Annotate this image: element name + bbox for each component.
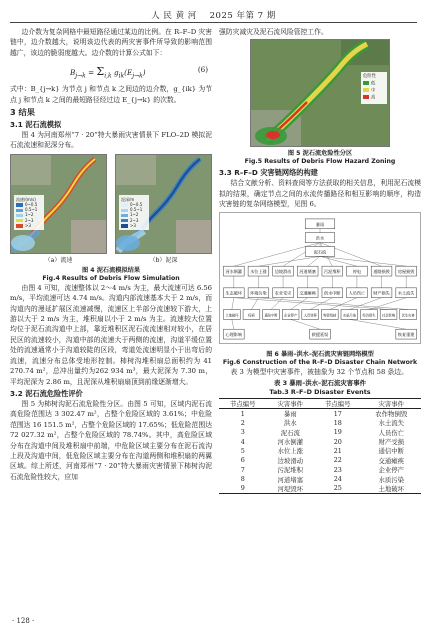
column-header: 节点编号 [219,399,267,409]
svg-text:物资短缺: 物资短缺 [323,313,337,318]
svg-text:环境污染: 环境污染 [250,290,267,296]
page-number: · 128 · [12,617,35,625]
table-cell: 24 [333,475,342,484]
table-cell: 河堤毁坏 [267,484,315,494]
svg-text:土地破坏: 土地破坏 [225,313,239,318]
disaster-events-table [219,398,421,494]
journal-name: 人 民 黄 河 [151,11,197,21]
network-node [305,246,335,256]
network-node [248,287,269,297]
network-edge [320,256,357,266]
svg-text:边坡滑动: 边坡滑动 [274,268,292,274]
table-cell: 1 [240,409,245,418]
table-cell: 2 [240,418,245,427]
svg-text:恢复重建: 恢复重建 [397,331,415,337]
left-column [10,27,212,482]
network-edge [258,256,320,266]
table-cell: 洪水 [283,419,297,428]
legend-item: 0.5~1 [16,207,42,212]
table-cell: 农作物倒毁 [375,410,408,419]
figure-5-caption-cn: 图 5 泥石流危险性分区 [287,150,353,158]
network-node [297,266,318,276]
network-edge [232,319,234,329]
table-cell: 河水倒灌 [277,438,304,446]
table-cell: 17 [333,409,342,418]
network-node [396,329,417,339]
svg-text:水土流失: 水土流失 [397,290,415,296]
section-heading-3-3: 3.3 R–F–D 灾害链网络的构建 [219,168,318,178]
table-cell: 9 [219,484,267,494]
network-node [322,287,343,297]
table-cell: 7 [240,465,245,474]
table-cell: 25 [314,484,362,494]
section-heading-3-1: 3.1 泥石流模拟 [10,120,62,130]
table-cell: 4 [240,437,245,446]
svg-text:交通瘫痪: 交通瘫痪 [299,290,316,296]
table-cell: 人员伤亡 [378,428,405,437]
legend-item: 0~0.5 [121,202,147,207]
running-header [0,9,427,21]
figure-4b [115,154,212,264]
network-node [305,219,335,229]
figure-4 [10,154,212,264]
svg-text:河道堵塞: 河道堵塞 [299,268,316,274]
legend-item: 低 [363,81,385,88]
svg-text:救援延误: 救援延误 [311,331,329,337]
legend-item: >3 [121,223,147,228]
figure-6-caption-en: Fig.6 Construction of the R–F–D Disaster Chain Network [222,358,418,366]
section-heading-3: 3 结果 [10,107,35,118]
table-row [219,437,421,446]
table-cell: 河道堵塞 [277,475,304,484]
formula-body: $B_{j\to k} = \Sigma_{i,k}$ $g_{ik}(E_{j\to k})$ [70,65,146,80]
table-cell: 20 [333,437,342,446]
network-edge [258,297,408,309]
paragraph-fig4-results: 由图 4 可知，流速整体以 2～4 m/s 为主，最大流速可达 6.56 m/s，平均流速可达 4.74 m/s。沟道内部流速基本大于 2 m/s，而沟道内的漫延扩展区流速减慢，流速区上半部分流速较下游大，上游以大于 2 m/s 为主，堆积扇以小于 2 m/s 为主。流速较大位置均位于泥石流沟道中上部，靠近堆积区泥石流流速相对较小，在居民区的流速较小，沟道中部的流速大于两侧的流速，沟道平缓位置处的流速通常小于沟道较陡的区段，弯道处流速明显小于出弯后的流速，流速分布总体受地形控制。柿树沟堆积扇总面积约为 41 270.74 m²，总冲出量约为262 934 m³，最大泥深为 7.30 m，平均泥深为 2.86 m，且泥深从堆积扇扇顶到前缘逐渐增大。 [10,283,212,386]
legend-item: >3 [16,223,42,228]
svg-text:水位上涨: 水位上涨 [250,268,267,274]
velocity-legend [14,195,44,230]
svg-text:经济损失: 经济损失 [362,313,376,318]
network-node [371,287,392,297]
network-node [396,266,417,276]
legend-item: 中 [363,88,385,95]
legend-item: 0~0.5 [16,202,42,207]
hazard-zoning-map [250,39,390,147]
table-row [219,418,421,427]
table-cell: 交通瘫痪 [378,456,405,465]
paragraph-network-build: 结合文献分析、资料查阅等方法获取的相关信息，利用泥石流模拟的结果，确定节点之间的水流传播路径和相互影响的顺序，构造灾害链的复杂网络模型，见图 6。 [219,179,421,209]
paragraph-hazard-eval: 图 5 为柿树沟泥石流危险性分区。由图 5 可知，区域内泥石流高危险范围达 3 302.47 m²，占整个危险区域的 3.61%；中危险范围达 16 151.5 m²，占整个危险区域的 17.65%；低危险范围达 72 027.32 m²，占整个危险区域的 78.74%。其中，高危险区域分布在沟道中间及堆积扇中前端，中危险区域主要分布在泥石流沟上段及沟道中间，低危险区域主要分布在沟道两侧和堆积扇的两翼区域。综上所述，河南郑州“7 · 20”特大暴雨灾害情景下柿树沟泥石流危险性较大，应加 [10,399,212,481]
network-node [223,266,244,276]
svg-text:疫病: 疫病 [248,313,255,318]
table-cell: 污泥堆积 [277,466,304,475]
network-node [396,287,417,297]
network-node [282,309,299,319]
network-node [347,287,368,297]
table-cell: 边坡滑动 [277,456,304,465]
svg-text:污泥堆积: 污泥堆积 [324,268,341,274]
figure-4a [10,154,107,264]
column-header: 灾害事件 [362,399,421,409]
network-node [263,309,280,319]
svg-text:洪水: 洪水 [315,235,325,241]
svg-text:企业停产: 企业停产 [284,313,298,318]
disaster-chain-network [219,212,421,344]
network-node [223,287,244,297]
column-header: 灾害事件 [267,399,315,409]
svg-text:农业受灾: 农业受灾 [274,290,292,296]
legend-item: 高 [363,95,385,102]
network-node [400,309,417,319]
network-node [223,309,240,319]
network-node [310,329,331,339]
table-cell: 水土流失 [378,419,405,428]
table-cell: 水质污染 [378,475,405,484]
depth-map-image [115,154,212,254]
header-rule [10,22,417,23]
hazard-legend-title: 危险性 [363,74,376,80]
table-cell: 3 [240,428,245,437]
paragraph-continued: 强防灾减灾及泥石流风险管控工作。 [219,28,328,36]
network-node [273,266,294,276]
network-node [341,309,358,319]
network-edge [349,319,406,329]
legend-item: 0.5~1 [121,207,147,212]
table-row [219,456,421,465]
network-edge [291,297,308,309]
table-row [219,446,421,455]
svg-text:人员转移: 人员转移 [303,313,317,318]
table-cell: 暴雨 [283,410,297,419]
table-cell: 8 [240,475,245,484]
table-cell: 通信中断 [378,447,405,456]
paragraph-table-intro: 表 3 为模型中灾害事件，被抽象为 32 个节点和 58 条边。 [230,367,408,376]
figure-4a-caption: （a）流速 [44,256,73,264]
legend-item: 1~2 [121,212,147,217]
table-cell: 6 [240,456,245,465]
figure-4-caption-en: Fig.4 Results of Debris Flow Simulation [42,274,180,282]
table-header-row [219,399,421,409]
right-column [219,27,421,494]
section-heading-3-2: 3.2 泥石流危险性评价 [10,388,83,398]
velocity-map-image [10,154,107,254]
svg-text:泥石流: 泥石流 [313,249,327,255]
svg-text:财产损失: 财产损失 [373,290,390,296]
table-cell: 5 [240,446,245,455]
table-cell: 企业停产 [378,466,405,475]
svg-text:水质污染: 水质污染 [342,313,356,318]
issue-label: 2025 年第 7 期 [209,11,276,21]
table-row [219,465,421,474]
svg-text:道路损毁: 道路损毁 [373,268,390,274]
svg-text:停电: 停电 [352,268,362,274]
legend-item: 2~3 [121,218,147,223]
formula-number: (6) [197,65,208,75]
network-node [223,329,244,339]
table-cell: 23 [333,465,342,474]
svg-text:人员伤亡: 人员伤亡 [348,290,366,296]
column-header: 节点编号 [314,399,362,409]
network-edge [291,319,320,329]
table-cell: 19 [333,428,342,437]
table-3-title-en: Tab.3 R–F–D Disaster Events [269,388,371,397]
svg-text:供水中断: 供水中断 [324,290,341,296]
table-row [219,484,421,494]
svg-text:次生灾害: 次生灾害 [401,313,415,318]
paragraph-formula-explain: 式中：B_{j→k} 为节点 j 和节点 k 之间边的边介数，g_{ik} 为节点 j 和节点 k 之间的最短路径经过边 E_{j→k} 的次数。 [10,85,212,104]
table-cell: 土地破坏 [362,484,421,494]
network-edge [232,297,234,309]
figure-4b-caption: （b）泥深 [149,256,178,264]
network-node [371,266,392,276]
table-cell: 水位上涨 [277,447,304,456]
table-cell: 21 [333,446,342,455]
network-node [302,309,319,319]
table-cell: 22 [333,456,342,465]
figure-4-caption-cn: 图 4 泥石流模拟结果 [81,266,141,274]
figure-6-caption-cn: 图 6 暴雨–洪水–泥石流灾害链网络模型 [266,350,374,358]
svg-text:河水倒灌: 河水倒灌 [225,268,243,274]
network-node [321,309,338,319]
table-cell: 财产受损 [378,438,405,446]
svg-text:心理影响: 心理影响 [225,331,243,337]
network-edge [320,256,406,266]
table-3-title-cn: 表 3 暴雨–洪水–泥石流灾害事件 [274,379,366,388]
hazard-legend [361,72,387,104]
table-row [219,474,421,483]
table-cell: 泥石流 [280,428,300,437]
network-node [322,266,343,276]
table-cell: 18 [333,418,342,427]
svg-text:通信中断: 通信中断 [264,313,278,318]
network-node [248,266,269,276]
figure-5-caption-en: Fig.5 Results of Debris Flow Hazard Zoning [244,158,396,166]
svg-text:暴雨: 暴雨 [315,221,325,227]
table-row [219,427,421,436]
network-node [297,287,318,297]
network-node [347,266,368,276]
network-node [361,309,378,319]
paragraph-fig4-intro: 图 4 为河南郑州“7 · 20”特大暴雨灾害情景下 FLO–2D 模拟泥石流流速和泥深分布。 [10,131,212,150]
legend-item: 1~2 [16,212,42,217]
network-node [273,287,294,297]
formula-6 [10,58,212,84]
network-node [380,309,397,319]
svg-text:房屋损毁: 房屋损毁 [397,268,415,274]
velocity-legend-title: 流速/(m/s) [16,196,36,202]
svg-text:社会影响: 社会影响 [382,313,396,318]
legend-item: 2~3 [16,218,42,223]
table-row [219,409,421,419]
depth-legend-title: 泥深/m [121,196,135,202]
paragraph-betweenness: 边介数为复杂网格中最短路径通过某边的比例。在 R–F–D 灾害链中，边介数越大，说明该边代表的两灾害事件所导致的影响范围越广，该边的脆弱度越大。边介数的计算公式如下： [10,28,212,57]
network-node [305,232,335,242]
network-node [243,309,260,319]
svg-text:生态破坏: 生态破坏 [225,290,243,296]
depth-legend [119,195,149,230]
